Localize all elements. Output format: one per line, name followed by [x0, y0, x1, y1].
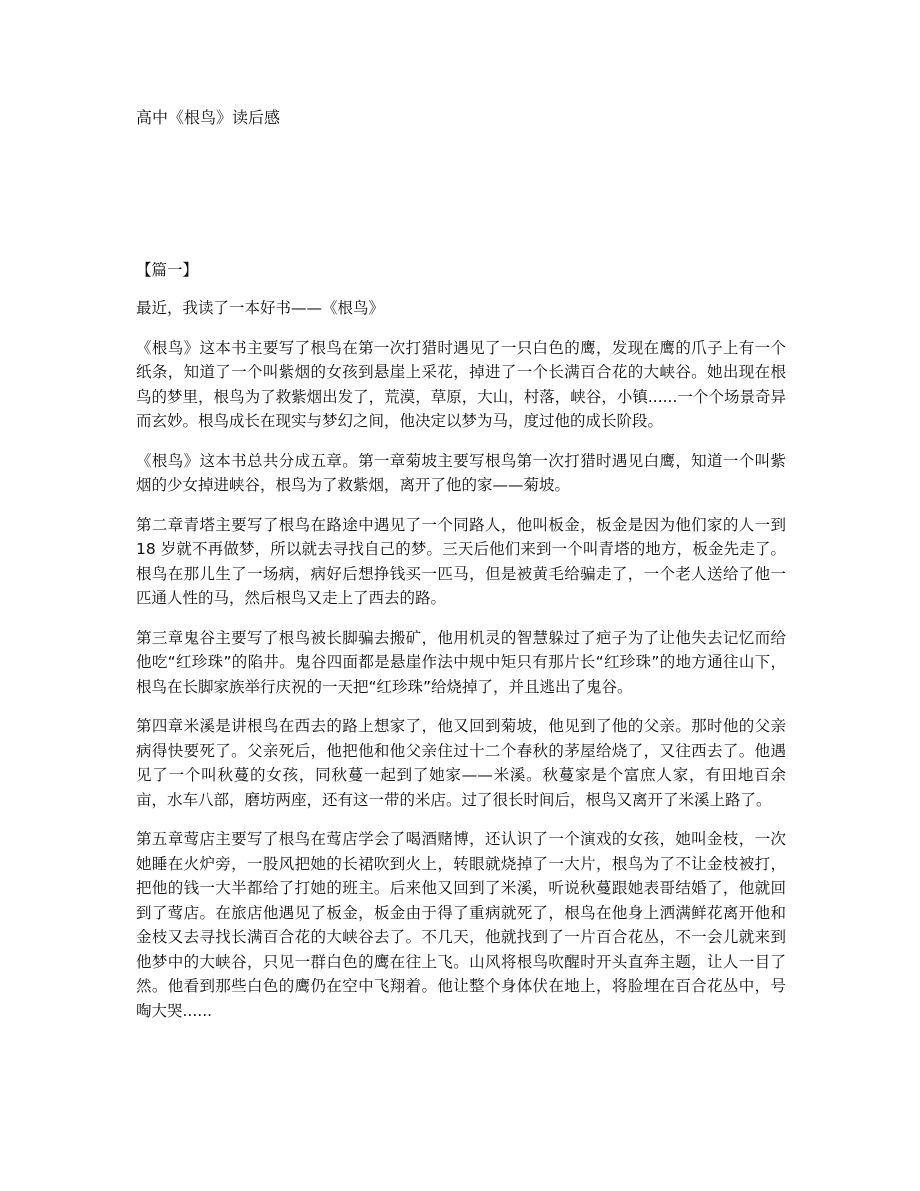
paragraph-chapter-three: 第三章鬼谷主要写了根鸟被长脚骗去搬矿，他用机灵的智慧躲过了疤子为了让他失去记忆而给他吃“红珍珠”的陷井。鬼谷四面都是悬崖作法中规中矩只有那片长“红珍珠”的地方通往山下，根鸟在长脚家族举行庆祝的一天把“红珍珠”给烧掉了，并且逃出了鬼谷。 [136, 628, 786, 696]
paragraph-chapter-overview: 《根鸟》这本书总共分成五章。第一章菊坡主要写根鸟第一次打猎时遇见白鹰，知道一个叫紫烟的少女掉进峡谷，根鸟为了救紫烟，离开了他的家——菊坡。 [136, 451, 786, 494]
document-body [136, 258, 786, 1038]
paragraph-chapter-five: 第五章莺店主要写了根鸟在莺店学会了喝酒赌博，还认识了一个演戏的女孩，她叫金枝，一次她睡在火炉旁，一股风把她的长裙吹到火上，转眼就烧掉了一大片，根鸟为了不让金枝被打，把他的钱一大半都给了打她的班主。后来他又回到了米溪，听说秋蔓跟她表哥结婚了，他就回到了莺店。在旅店他遇见了板金，板金由于得了重病就死了，根鸟在他身上洒满鲜花离开他和金枝又去寻找长满百合花的大峡谷去了。不几天，他就找到了一片百合花丛，不一会儿就来到他梦中的大峡谷，只见一群白色的鹰在往上飞。山风将根鸟吹醒时开头直奔主题，让人一目了然。他看到那些白色的鹰仍在空中飞翔着。他让整个身体伏在地上，将脸埋在百合花丛中，号啕大哭...... [136, 830, 786, 1020]
paragraph-chapter-two: 第二章青塔主要写了根鸟在路途中遇见了一个同路人，他叫板金，板金是因为他们家的人一到 18 岁就不再做梦，所以就去寻找自己的梦。三天后他们来到一个叫青塔的地方，板金先走了。根鸟在那儿生了一场病，病好后想挣钱买一匹马，但是被黄毛给骗走了，一个老人送给了他一匹通人性的马，然后根鸟又走上了西去的路。 [136, 515, 786, 607]
section-label: 【篇一】 [136, 261, 199, 279]
paragraph-summary: 《根鸟》这本书主要写了根鸟在第一次打猎时遇见了一只白色的鹰，发现在鹰的爪子上有一个纸条，知道了一个叫紫烟的女孩到悬崖上采花，掉进了一个长满百合花的大峡谷。她出现在根鸟的梦里，根鸟为了救紫烟出发了，荒漠，草原，大山，村落，峡谷，小镇......一个个场景奇异而玄妙。根鸟成长在现实与梦幻之间，他决定以梦为马，度过他的成长阶段。 [136, 338, 786, 430]
paragraph-chapter-four: 第四章米溪是讲根鸟在西去的路上想家了，他又回到菊坡，他见到了他的父亲。那时他的父亲病得快要死了。父亲死后，他把他和他父亲住过十二个春秋的茅屋给烧了，又往西去了。他遇见了一个叫秋蔓的女孩，同秋蔓一起到了她家——米溪。秋蔓家是个富庶人家，有田地百余亩，水车八部，磨坊两座，还有这一带的米店。过了很长时间后，根鸟又离开了米溪上路了。 [136, 717, 786, 809]
paragraph-intro: 最近，我读了一本好书——《根鸟》 [136, 299, 385, 317]
document-title: 高中《根鸟》读后感 [136, 108, 281, 127]
